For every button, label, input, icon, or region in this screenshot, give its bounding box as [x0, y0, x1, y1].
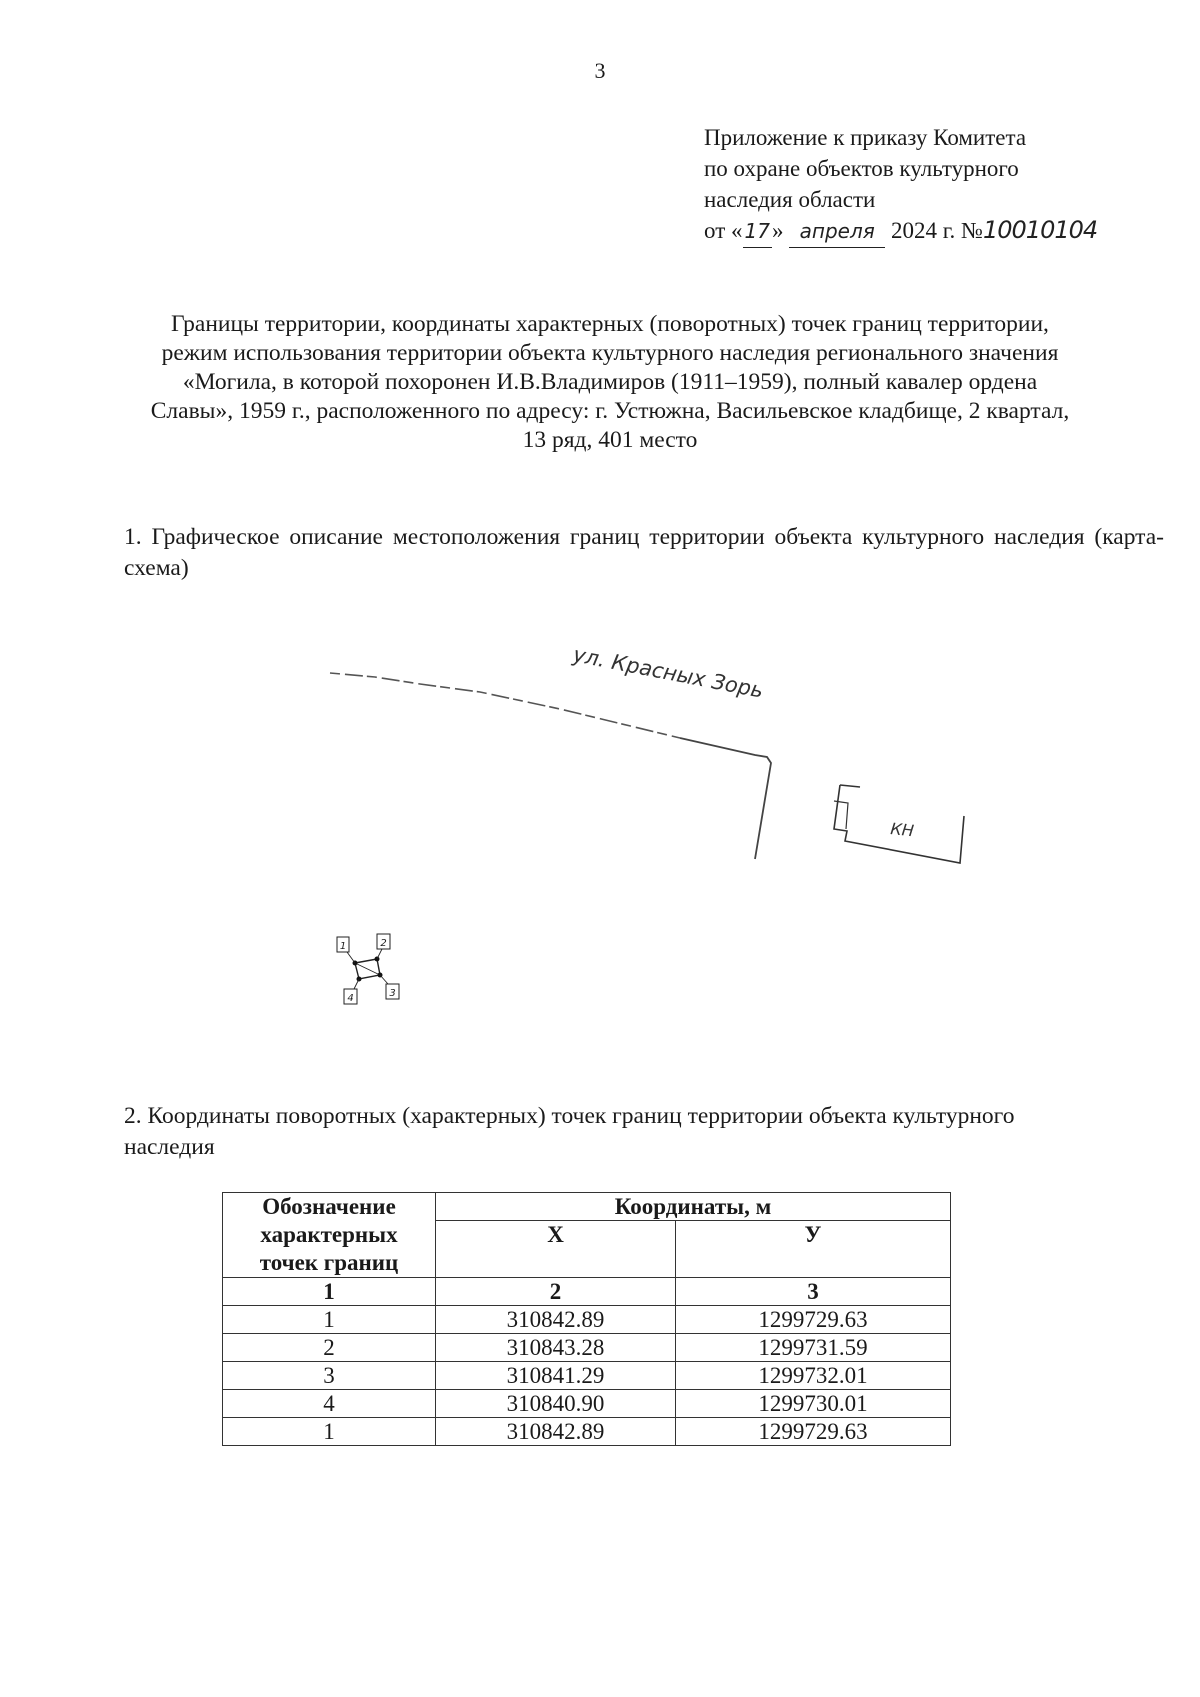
cell-y: 1299730.01 — [676, 1390, 951, 1418]
document-title: Границы территории, координаты характерных (поворотных) точек границ территории, режим использования территории объекта культурного наследия регионального значения «Могила, в которой похоронен И.В.Владимиров (1911–1959), полный кавалер ордена Славы», 1959 г., расположенного по адресу: г. Устюжна, Васильевское кладбище, 2 квартал, 13 ряд, 401 место — [150, 311, 1070, 453]
cell-point: 1 — [223, 1418, 436, 1446]
grave-boundary — [337, 934, 399, 1004]
header-y: У — [676, 1221, 951, 1278]
cell-x: 310843.28 — [436, 1334, 676, 1362]
point-label-3: 3 — [389, 988, 396, 999]
column-number-2: 2 — [436, 1278, 676, 1306]
cell-x: 310842.89 — [436, 1418, 676, 1446]
date-day-handwritten: 17 — [743, 216, 772, 248]
leader-line-4 — [354, 979, 359, 989]
appendix-line-3: наследия области — [704, 187, 876, 212]
table-row — [223, 1362, 951, 1390]
street-label: ул. Красных Зорь — [571, 642, 766, 703]
cell-point: 1 — [223, 1306, 436, 1334]
appendix-line-2: по охране объектов культурного — [704, 156, 1019, 181]
boundary-map-scheme — [300, 635, 980, 1025]
date-month-handwritten: апреля — [789, 216, 885, 248]
section-1-heading: 1. Графическое описание местоположения границ территории объекта культурного наследия (карта-схема) — [124, 524, 1164, 581]
page-number: 3 — [594, 58, 606, 83]
date-prefix: от « — [704, 218, 743, 243]
table-column-numbers-row — [223, 1278, 951, 1306]
cell-point: 3 — [223, 1362, 436, 1390]
leader-line-1 — [347, 952, 355, 963]
doc-number-handwritten: 10010104 — [983, 216, 1098, 244]
cell-y: 1299729.63 — [676, 1418, 951, 1446]
point-label-4: 4 — [347, 993, 354, 1004]
map-svg — [300, 635, 980, 1025]
column-number-3: 3 — [676, 1278, 951, 1306]
appendix-header — [704, 122, 1164, 248]
column-number-1: 1 — [223, 1278, 436, 1306]
cell-y: 1299731.59 — [676, 1334, 951, 1362]
cell-x: 310841.29 — [436, 1362, 676, 1390]
date-year: 2024 г. № — [890, 218, 983, 243]
header-x: Х — [436, 1221, 676, 1278]
coordinates-table — [222, 1192, 951, 1446]
appendix-line-1: Приложение к приказу Комитета — [704, 125, 1027, 150]
cell-y: 1299729.63 — [676, 1306, 951, 1334]
table-header-row — [223, 1193, 951, 1221]
cell-x: 310842.89 — [436, 1306, 676, 1334]
point-label-2: 2 — [380, 938, 387, 949]
building-outline-top — [840, 785, 860, 787]
cell-y: 1299732.01 — [676, 1362, 951, 1390]
table-row — [223, 1306, 951, 1334]
cell-x: 310840.90 — [436, 1390, 676, 1418]
leader-line-3 — [380, 975, 388, 984]
grave-cross-line — [355, 963, 380, 975]
header-point-designation: Обозначение характерных точек границ — [223, 1193, 436, 1278]
table-row — [223, 1390, 951, 1418]
appendix-date-line — [704, 215, 1164, 248]
street-line-dashed — [330, 673, 680, 738]
date-close: » — [771, 218, 784, 243]
street-line-solid — [680, 738, 771, 859]
cell-point: 4 — [223, 1390, 436, 1418]
cell-point: 2 — [223, 1334, 436, 1362]
table-row — [223, 1418, 951, 1446]
building-label: КН — [889, 819, 915, 841]
point-label-1: 1 — [339, 941, 347, 952]
header-coordinates: Координаты, м — [436, 1193, 951, 1221]
leader-line-2 — [377, 949, 382, 959]
table-row — [223, 1334, 951, 1362]
section-2-heading: 2. Координаты поворотных (характерных) точек границ территории объекта культурного наследия — [124, 1103, 1015, 1160]
